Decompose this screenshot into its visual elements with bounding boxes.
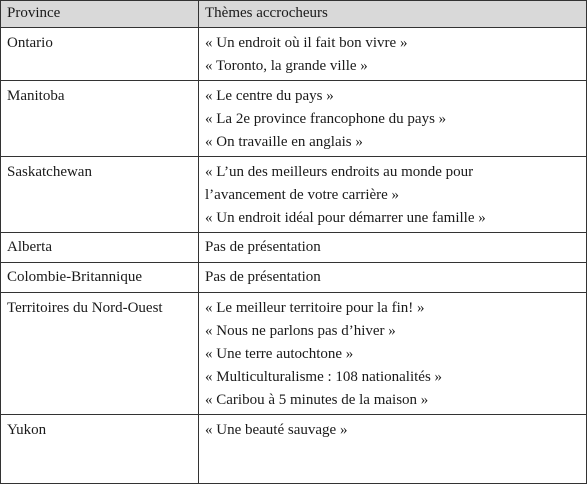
- theme-line: « Une beauté sauvage »: [205, 422, 348, 438]
- province-cell: Alberta: [1, 233, 199, 263]
- province-cell: Colombie-Britannique: [1, 263, 199, 293]
- theme-line: « Un endroit idéal pour démarrer une famille »: [205, 210, 486, 226]
- theme-line: « Un endroit où il fait bon vivre »: [205, 35, 408, 51]
- province-cell: Manitoba: [1, 81, 199, 157]
- province-cell: Ontario: [1, 28, 199, 81]
- province-cell: Yukon: [1, 415, 199, 484]
- theme-line: Pas de présentation: [205, 269, 321, 285]
- theme-line: « On travaille en anglais »: [205, 134, 363, 150]
- theme-line: « L’un des meilleurs endroits au monde pour: [205, 164, 474, 180]
- theme-line: Pas de présentation: [205, 239, 321, 255]
- table-row: [1, 28, 587, 81]
- table-row: [1, 293, 587, 415]
- themes-cell: [199, 81, 587, 157]
- header-themes: Thèmes accrocheurs: [199, 1, 587, 28]
- theme-line: l’avancement de votre carrière »: [205, 187, 400, 203]
- header-row: [1, 1, 587, 28]
- theme-line: « Le centre du pays »: [205, 88, 334, 104]
- province-cell: Saskatchewan: [1, 157, 199, 233]
- table-row: [1, 233, 587, 263]
- table-row: [1, 263, 587, 293]
- theme-line: « Caribou à 5 minutes de la maison »: [205, 392, 429, 408]
- theme-line: « Le meilleur territoire pour la fin! »: [205, 300, 425, 316]
- table-row: [1, 81, 587, 157]
- themes-cell: [199, 28, 587, 81]
- themes-cell: [199, 415, 587, 484]
- table-row: [1, 415, 587, 484]
- themes-cell: [199, 263, 587, 293]
- table-body: [1, 28, 587, 484]
- table-header: [1, 1, 587, 28]
- themes-cell: [199, 233, 587, 263]
- theme-line: « Toronto, la grande ville »: [205, 58, 368, 74]
- themes-cell: [199, 157, 587, 233]
- themes-cell: [199, 293, 587, 415]
- table-row: [1, 157, 587, 233]
- theme-line: « La 2e province francophone du pays »: [205, 111, 447, 127]
- theme-line: « Une terre autochtone »: [205, 346, 354, 362]
- province-cell: Territoires du Nord-Ouest: [1, 293, 199, 415]
- header-province: Province: [1, 1, 199, 28]
- theme-line: « Nous ne parlons pas d’hiver »: [205, 323, 396, 339]
- theme-line: « Multiculturalisme : 108 nationalités »: [205, 369, 443, 385]
